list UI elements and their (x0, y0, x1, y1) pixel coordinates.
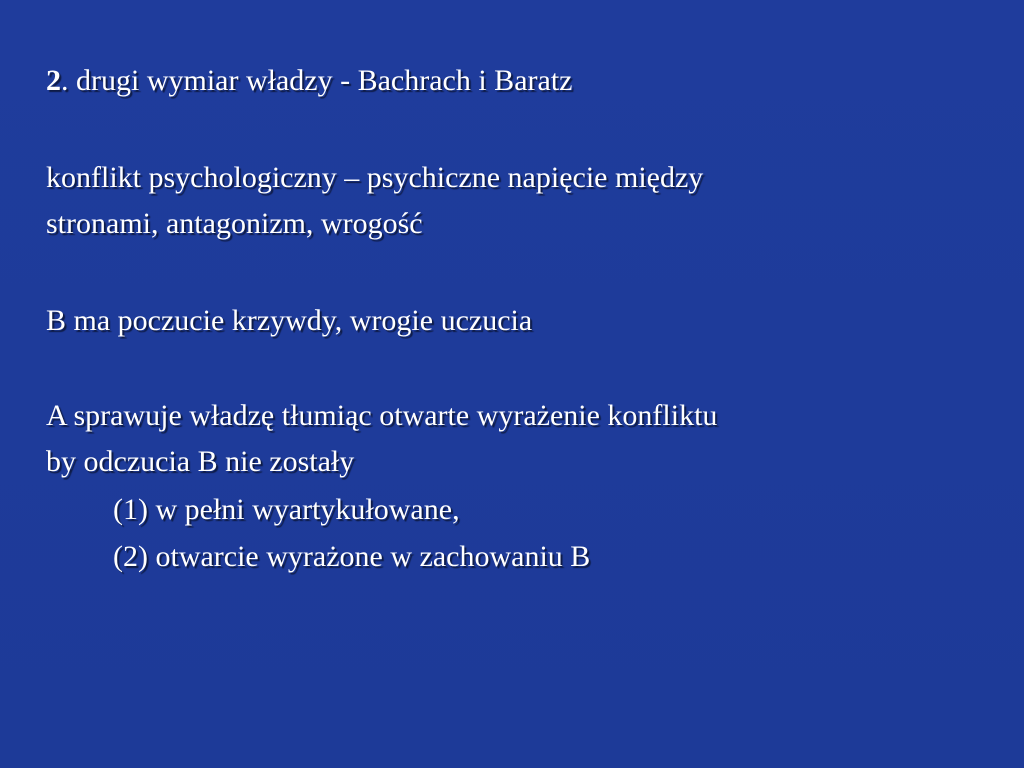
heading-number: 2 (46, 64, 61, 97)
paragraph-3-line-1: A sprawuje władzę tłumiąc otwarte wyrażenie konfliktu (46, 399, 718, 432)
heading-text: . drugi wymiar władzy - Bachrach i Baratz (61, 64, 573, 97)
paragraph-1-line-2: stronami, antagonizm, wrogość (46, 207, 423, 240)
paragraph-1-line-1: konflikt psychologiczny – psychiczne napięcie między (46, 161, 704, 194)
list-item-1: (1) w pełni wyartykułowane, (113, 493, 460, 526)
list-item-2: (2) otwarcie wyrażone w zachowaniu B (113, 540, 591, 573)
paragraph-3-line-2: by odczucia B nie zostały (46, 445, 355, 478)
slide-heading (46, 64, 572, 98)
paragraph-2-line-1: B ma poczucie krzywdy, wrogie uczucia (46, 304, 533, 337)
